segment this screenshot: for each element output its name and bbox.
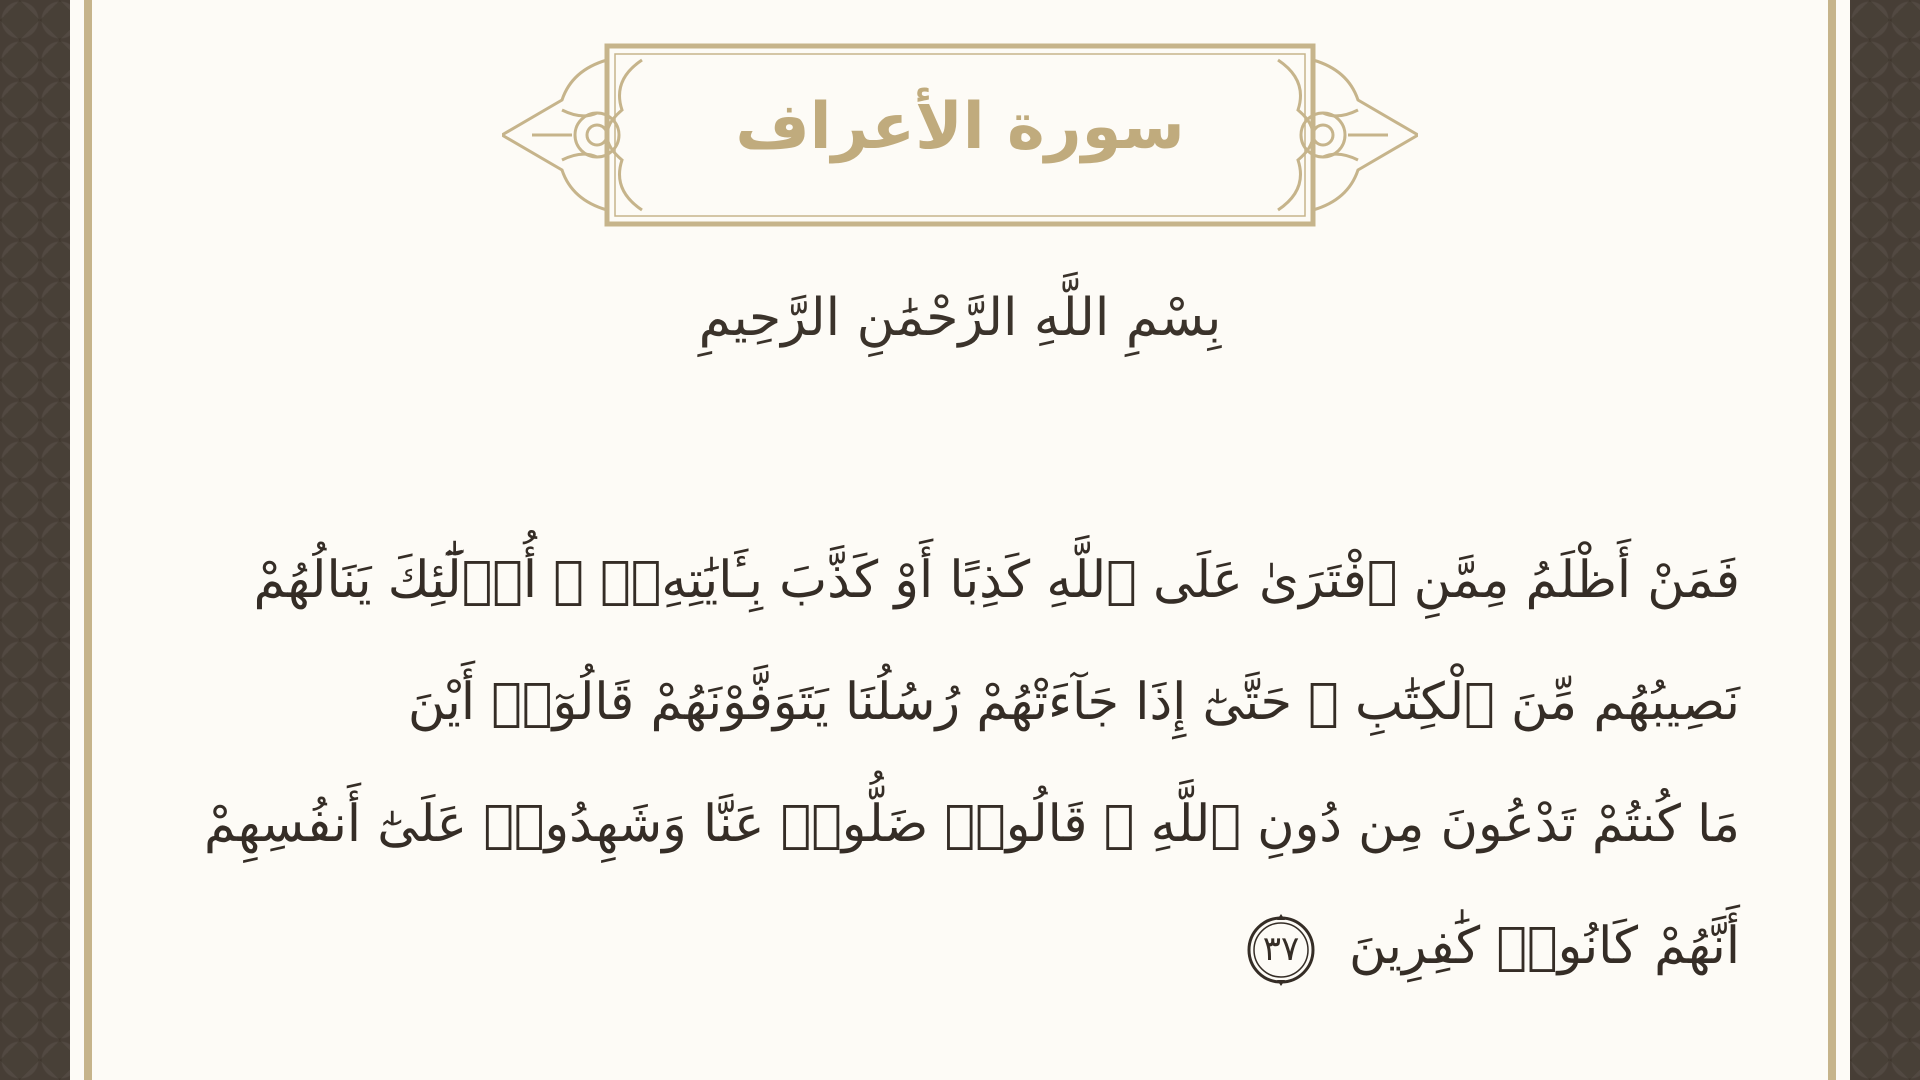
surah-name: سورة الأعراف <box>735 90 1185 164</box>
ayah-number-marker <box>1243 912 1319 988</box>
verse-text <box>203 520 1740 1008</box>
verse-line: نَصِيبُهُم مِّنَ ٱلْكِتَٰبِ ۖ حَتَّىٰٓ إِذَا جَآءَتْهُمْ رُسُلُنَا يَتَوَفَّوْنَهُمْ قَالُوٓا۟ أَيْنَ <box>407 673 1740 732</box>
gold-border-right <box>1828 0 1836 1080</box>
verse-line-last <box>210 886 1740 1008</box>
gold-border-left <box>84 0 92 1080</box>
verse-line-text: أَنَّهُمْ كَانُوا۟ كَٰفِرِينَ <box>1348 917 1740 976</box>
decorative-frame-right <box>1850 0 1920 1080</box>
decorative-frame-left <box>0 0 70 1080</box>
verse-line: فَمَنْ أَظْلَمُ مِمَّنِ ٱفْتَرَىٰ عَلَى ٱللَّهِ كَذِبًا أَوْ كَذَّبَ بِـَٔايَٰتِهِۦٓ ۚ أُو۟لَٰٓئِكَ يَنَالُهُمْ <box>253 551 1740 610</box>
surah-title-banner <box>502 40 1418 230</box>
verse-line: مَا كُنتُمْ تَدْعُونَ مِن دُونِ ٱللَّهِ ۖ قَالُوا۟ ضَلُّوا۟ عَنَّا وَشَهِدُوا۟ عَلَىٰٓ أَنفُسِهِمْ <box>203 795 1740 854</box>
mushaf-page <box>70 0 1850 1080</box>
basmala: بِسْمِ اللَّهِ الرَّحْمَٰنِ الرَّحِيمِ <box>698 288 1222 348</box>
ayah-number: ٣٧ <box>1262 929 1300 969</box>
